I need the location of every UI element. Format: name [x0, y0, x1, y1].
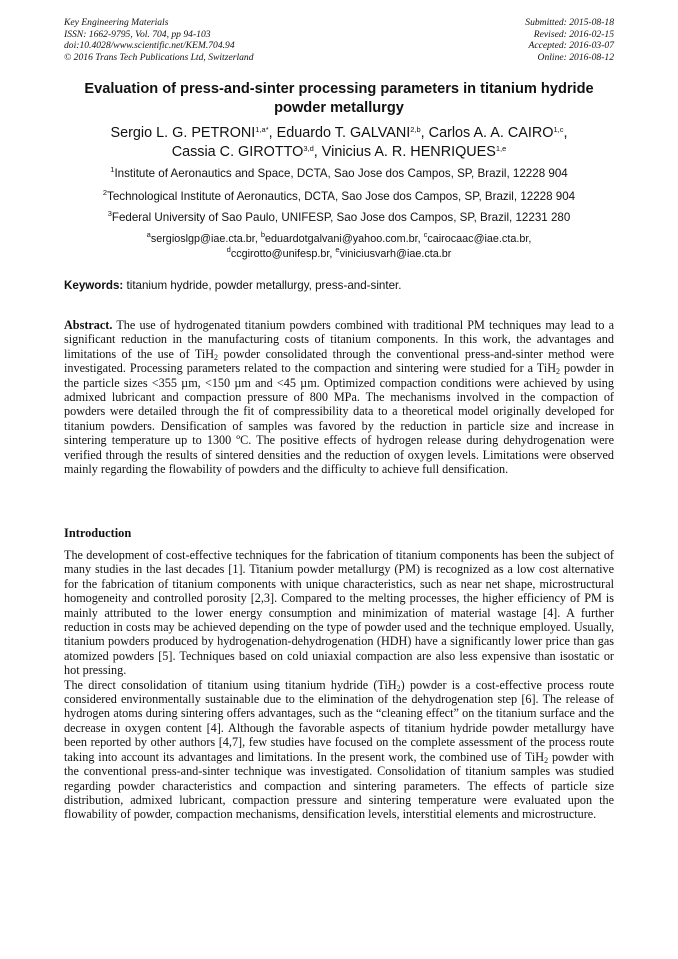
submitted-date: Submitted: 2015-08-18: [525, 17, 614, 28]
affiliation-marker: 3: [107, 209, 112, 218]
intro-text: ) powder is a cost-effective process route considered environmentally sustainable due to the elimination of the dehydrogenation step [6]. The release of hydrogen atoms during sintering offers advantages, such as the “cleaning effect” on the titanium surface and the decrease in oxygen content [4]. Although the favorable aspects of titanium hydride powder metallurgy have been reported by other authors [4,7], few studies have focused on the complete assessment of the process route taking into account its advantages and limitations. In the present work, the combined use of TiH: [64, 677, 614, 764]
affiliation: [40, 190, 638, 204]
author-name: Cassia C. GIROTTO: [171, 144, 304, 160]
email-link[interactable]: ccgirotto@unifesp.br: [230, 247, 330, 260]
affiliation-text: Federal University of Sao Paulo, UNIFESP, Sao Jose dos Campos, SP, Brazil, 12231 280: [111, 211, 571, 224]
author-superscript: 1,a*: [255, 125, 269, 134]
abstract-label: Abstract.: [64, 318, 113, 332]
affiliation-marker: 1: [110, 165, 115, 174]
copyright-line: © 2016 Trans Tech Publications Ltd, Switzerland: [64, 51, 254, 63]
journal-name: Key Engineering Materials: [64, 17, 169, 28]
abstract-text: powder in the particle sizes <355 µm, <150 µm and <45 µm. Optimized compaction conditions were achieved by using admixed lubricant and compaction pressure of 800 MPa. The mechanisms involved in the compaction of powders were detailed through the fit of compressibility data to a theoretical model originally developed for titanium powders. Densification of samples was favored by the reduction in particle size and increase in sintering temperature up to 1300 ºC. The positive effects of hydrogen release during dehydrogenation were verified through the results of sintered densities and the reduction of oxygen levels. Limitations were observed mainly regarding the flowability of powders and the difficulty to achieve full densification.: [64, 361, 614, 477]
affiliation-marker: 2: [102, 188, 108, 197]
email-marker: e: [335, 244, 340, 254]
author-name: Carlos A. A. CAIRO: [428, 125, 554, 141]
journal-header-left: [64, 17, 254, 63]
abstract-text: The use of hydrogenated titanium powders combined with traditional PM techniques may lead to a significant reduction in the manufacturing costs of titanium components. In this work, the advantages and limitations of the use of TiH: [64, 318, 615, 361]
affiliation: [40, 167, 638, 181]
email-marker: a: [146, 230, 151, 239]
paper-title: Evaluation of press-and-sinter processing parameters in titanium hydride powder metallurgy: [84, 81, 594, 116]
email-marker: b: [260, 230, 265, 239]
author-list: Sergio L. G. $PETRONI^{1,a*}$, Eduardo T. GALVANI$^{2,b}$, Carlos A. A. CAIRO$^{1,c}$, Cassia C. GIROTTO$^{3,d}$, Vinicius A. R. HENRIQUES$^{1,e}$: [110, 125, 568, 160]
author-superscript: 1,c: [553, 125, 564, 134]
intro-paragraph-2: [64, 678, 614, 822]
author-superscript: 2,b: [410, 125, 421, 134]
email-link[interactable]: eduardotgalvani@yahoo.com.br: [264, 233, 418, 245]
abstract-paragraph: [64, 318, 614, 476]
email-marker: c: [423, 230, 428, 239]
email-list: $^a$sergioslgp@iae.cta.br, $^b$eduardotgalvani@yahoo.com.br, $^c$cairocaac@iae.cta.br, $^d$ccgirotto@unifesp.br, $^e$viniciusvarh@iae.cta.br: [146, 230, 532, 260]
affiliation: [40, 211, 638, 225]
abstract-block: [64, 318, 614, 476]
subscript: 2: [214, 352, 219, 362]
intro-paragraph-1: The development of cost-effective techniques for the fabrication of titanium components has been the subject of many studies in the last decades [1]. Titanium powder metallurgy (PM) is recognized as a low cost alternative for the fabrication of titanium components with unique characteristics, such as near net shape, microstructural homogeneity and controlled porosity [2,3]. Compared to the melting processes, the higher efficiency of PM is mainly attributed to the lower energy consumption and minimization of material wastage [4]. A further reduction in costs may be achieved depending on the type of powder used and the technique employed. Usually, titanium powders produced by hydrogenation-dehydrogenation (HDH) have a significantly lower price than gas atomized powders [5]. Techniques based on cold uniaxial compaction are also less expensive than isostatic or hot pressing.: [64, 548, 614, 678]
author-name: Eduardo T. GALVANI: [276, 125, 411, 141]
keywords-line: [64, 279, 614, 293]
doi-line[interactable]: doi:10.4028/www.scientific.net/KEM.704.94: [64, 40, 235, 52]
email-marker: d: [226, 244, 231, 254]
author-superscript: 3,d: [303, 144, 314, 153]
keywords-label: Keywords:: [64, 279, 124, 292]
keywords-text: titanium hydride, powder metallurgy, press-and-sinter.: [126, 279, 402, 292]
subscript: 2: [396, 683, 401, 693]
affiliation-text: Institute of Aeronautics and Space, DCTA, Sao Jose dos Campos, SP, Brazil, 12228 904: [114, 167, 568, 180]
intro-text: The direct consolidation of titanium using titanium hydride (TiH: [64, 677, 397, 692]
abstract-text: powder consolidated through the conventional press-and-sinter method were investigated. Processing parameters related to the compaction and sintering were studied for a TiH: [64, 346, 614, 376]
revised-date: Revised: 2016-02-15: [533, 28, 614, 40]
issn-line: ISSN: 1662-9795, Vol. 704, pp 94-103: [64, 28, 211, 40]
email-link[interactable]: viniciusvarh@iae.cta.br: [339, 247, 452, 260]
subscript: 2: [544, 755, 549, 765]
email-link[interactable]: sergioslgp@iae.cta.br: [150, 233, 255, 245]
author-name: Sergio L. G. PETRONI: [110, 125, 256, 141]
online-date: Online: 2016-08-12: [537, 51, 614, 63]
journal-header-right: [525, 17, 614, 63]
author-superscript: 1,e: [495, 144, 507, 153]
author-name: Vinicius A. R. HENRIQUES: [321, 144, 496, 160]
section-heading-introduction: Introduction: [64, 526, 132, 540]
accepted-date: Accepted: 2016-03-07: [528, 40, 614, 52]
introduction-block: [64, 548, 614, 822]
subscript: 2: [556, 367, 561, 377]
affiliation-text: Technological Institute of Aeronautics, DCTA, Sao Jose dos Campos, SP, Brazil, 12228 904: [107, 190, 576, 203]
intro-text: powder with the conventional press-and-sinter technique was investigated. Consolidation of titanium samples was studied regarding powder characteristics and compaction and sintering parameters. The effects of particle size distribution, admixed lubricant, compaction pressure and sintering temperature were evaluated upon the flowability of powder, compaction mechanisms, densification levels, interstitial elements and microstructure.: [64, 749, 615, 822]
email-link[interactable]: cairocaac@iae.cta.br: [427, 233, 529, 245]
